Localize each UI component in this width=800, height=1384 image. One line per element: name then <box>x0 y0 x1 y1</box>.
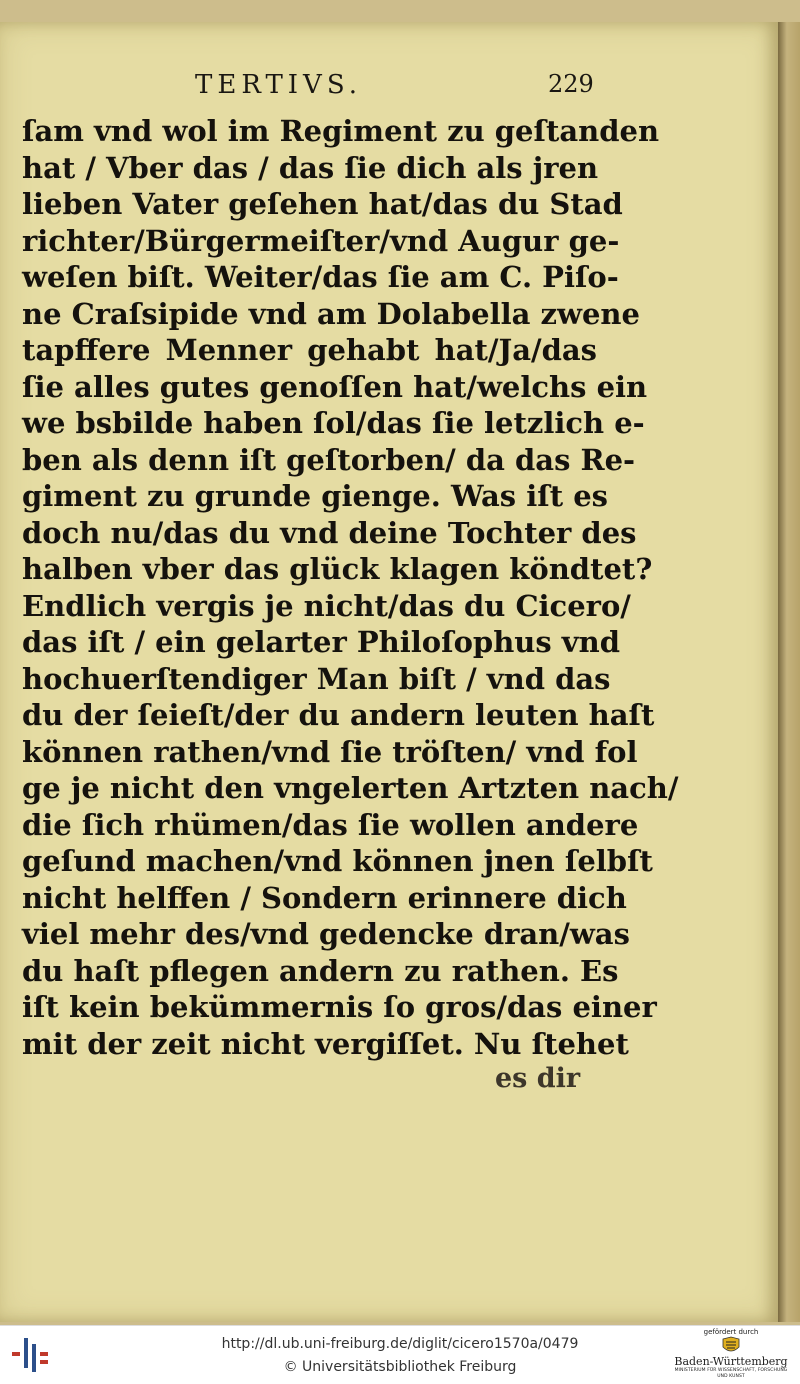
text-line: ben als denn iſt geſtorben/ da das Re- <box>22 442 636 477</box>
text-line: tapffere Menner gehabt hat/Ja/das <box>22 333 597 367</box>
text-line: ſam vnd wol im Regiment zu geſtanden <box>22 114 660 148</box>
text-line: das iſt / ein gelarter Philoſophus vnd <box>22 625 621 659</box>
text-line: lieben Vater geſehen hat/das du Stad <box>22 187 623 221</box>
page-edge <box>778 22 800 1322</box>
text-line: mit der zeit nicht vergiſſet. Nu ſtehet <box>22 1026 629 1061</box>
sponsor-subtitle: MINISTERIUM FÜR WISSENSCHAFT, FORSCHUNG UND KUNST <box>674 1368 788 1379</box>
text-line: Endlich vergis je nicht/das du Cicero/ <box>22 588 631 623</box>
text-line: viel mehr des/vnd gedencke dran/was <box>22 917 630 951</box>
text-line: ſie alles gutes genoſſen hat/welchs ein <box>22 369 648 404</box>
text-line: hat / Vber das / das ſie dich als jren <box>22 150 599 185</box>
text-line: nicht helffen / Sondern erinnere dich <box>22 880 627 915</box>
copyright-text: © Universitätsbibliothek Freiburg <box>283 1359 517 1375</box>
sponsor-logo <box>670 1328 792 1380</box>
running-head: TERTIVS. <box>195 70 362 100</box>
text-line: iſt kein bekümmernis ſo gros/das einer <box>22 990 657 1024</box>
footer-bar <box>0 1325 800 1384</box>
text-line: können rathen/vnd ſie tröſten/ vnd fol <box>22 734 638 769</box>
text-line: weſen biſt. Weiter/das ſie am C. Piſo- <box>22 260 619 294</box>
crest-icon <box>719 1337 743 1355</box>
text-line: giment zu grunde gienge. Was iſt es <box>22 479 608 513</box>
text-line: halben vber das glück klagen köndtet? <box>22 552 653 586</box>
text-line: du der ſeieſt/der du andern leuten haſt <box>22 698 655 732</box>
page-number: 229 <box>548 70 594 98</box>
permalink-url[interactable]: http://dl.ub.uni-freiburg.de/diglit/cicero1570a/0479 <box>221 1336 579 1352</box>
catchword: es dir <box>495 1063 581 1094</box>
text-line: geſund machen/vnd können jnen ſelbſt <box>22 844 653 878</box>
text-line: we bsbilde haben ſol/das ſie letzlich e- <box>22 406 645 440</box>
text-line: hochuerſtendiger Man biſt / vnd das <box>22 661 611 696</box>
sponsor-top-text: gefördert durch <box>703 1328 759 1336</box>
text-line: die ſich rhümen/das ſie wollen andere <box>22 807 639 842</box>
text-line: richter/Bürgermeiſter/vnd Augur ge- <box>22 223 620 258</box>
sponsor-name: Baden-Württemberg <box>674 1355 788 1368</box>
text-block <box>22 113 679 1062</box>
text-line: ge je nicht den vngelerten Artzten nach/ <box>22 771 679 805</box>
text-line: ne Craſsipide vnd am Dolabella zwene <box>22 296 640 331</box>
text-line: doch nu/das du vnd deine Tochter des <box>22 515 637 550</box>
text-line: du haſt pflegen andern zu rathen. Es <box>22 953 619 988</box>
